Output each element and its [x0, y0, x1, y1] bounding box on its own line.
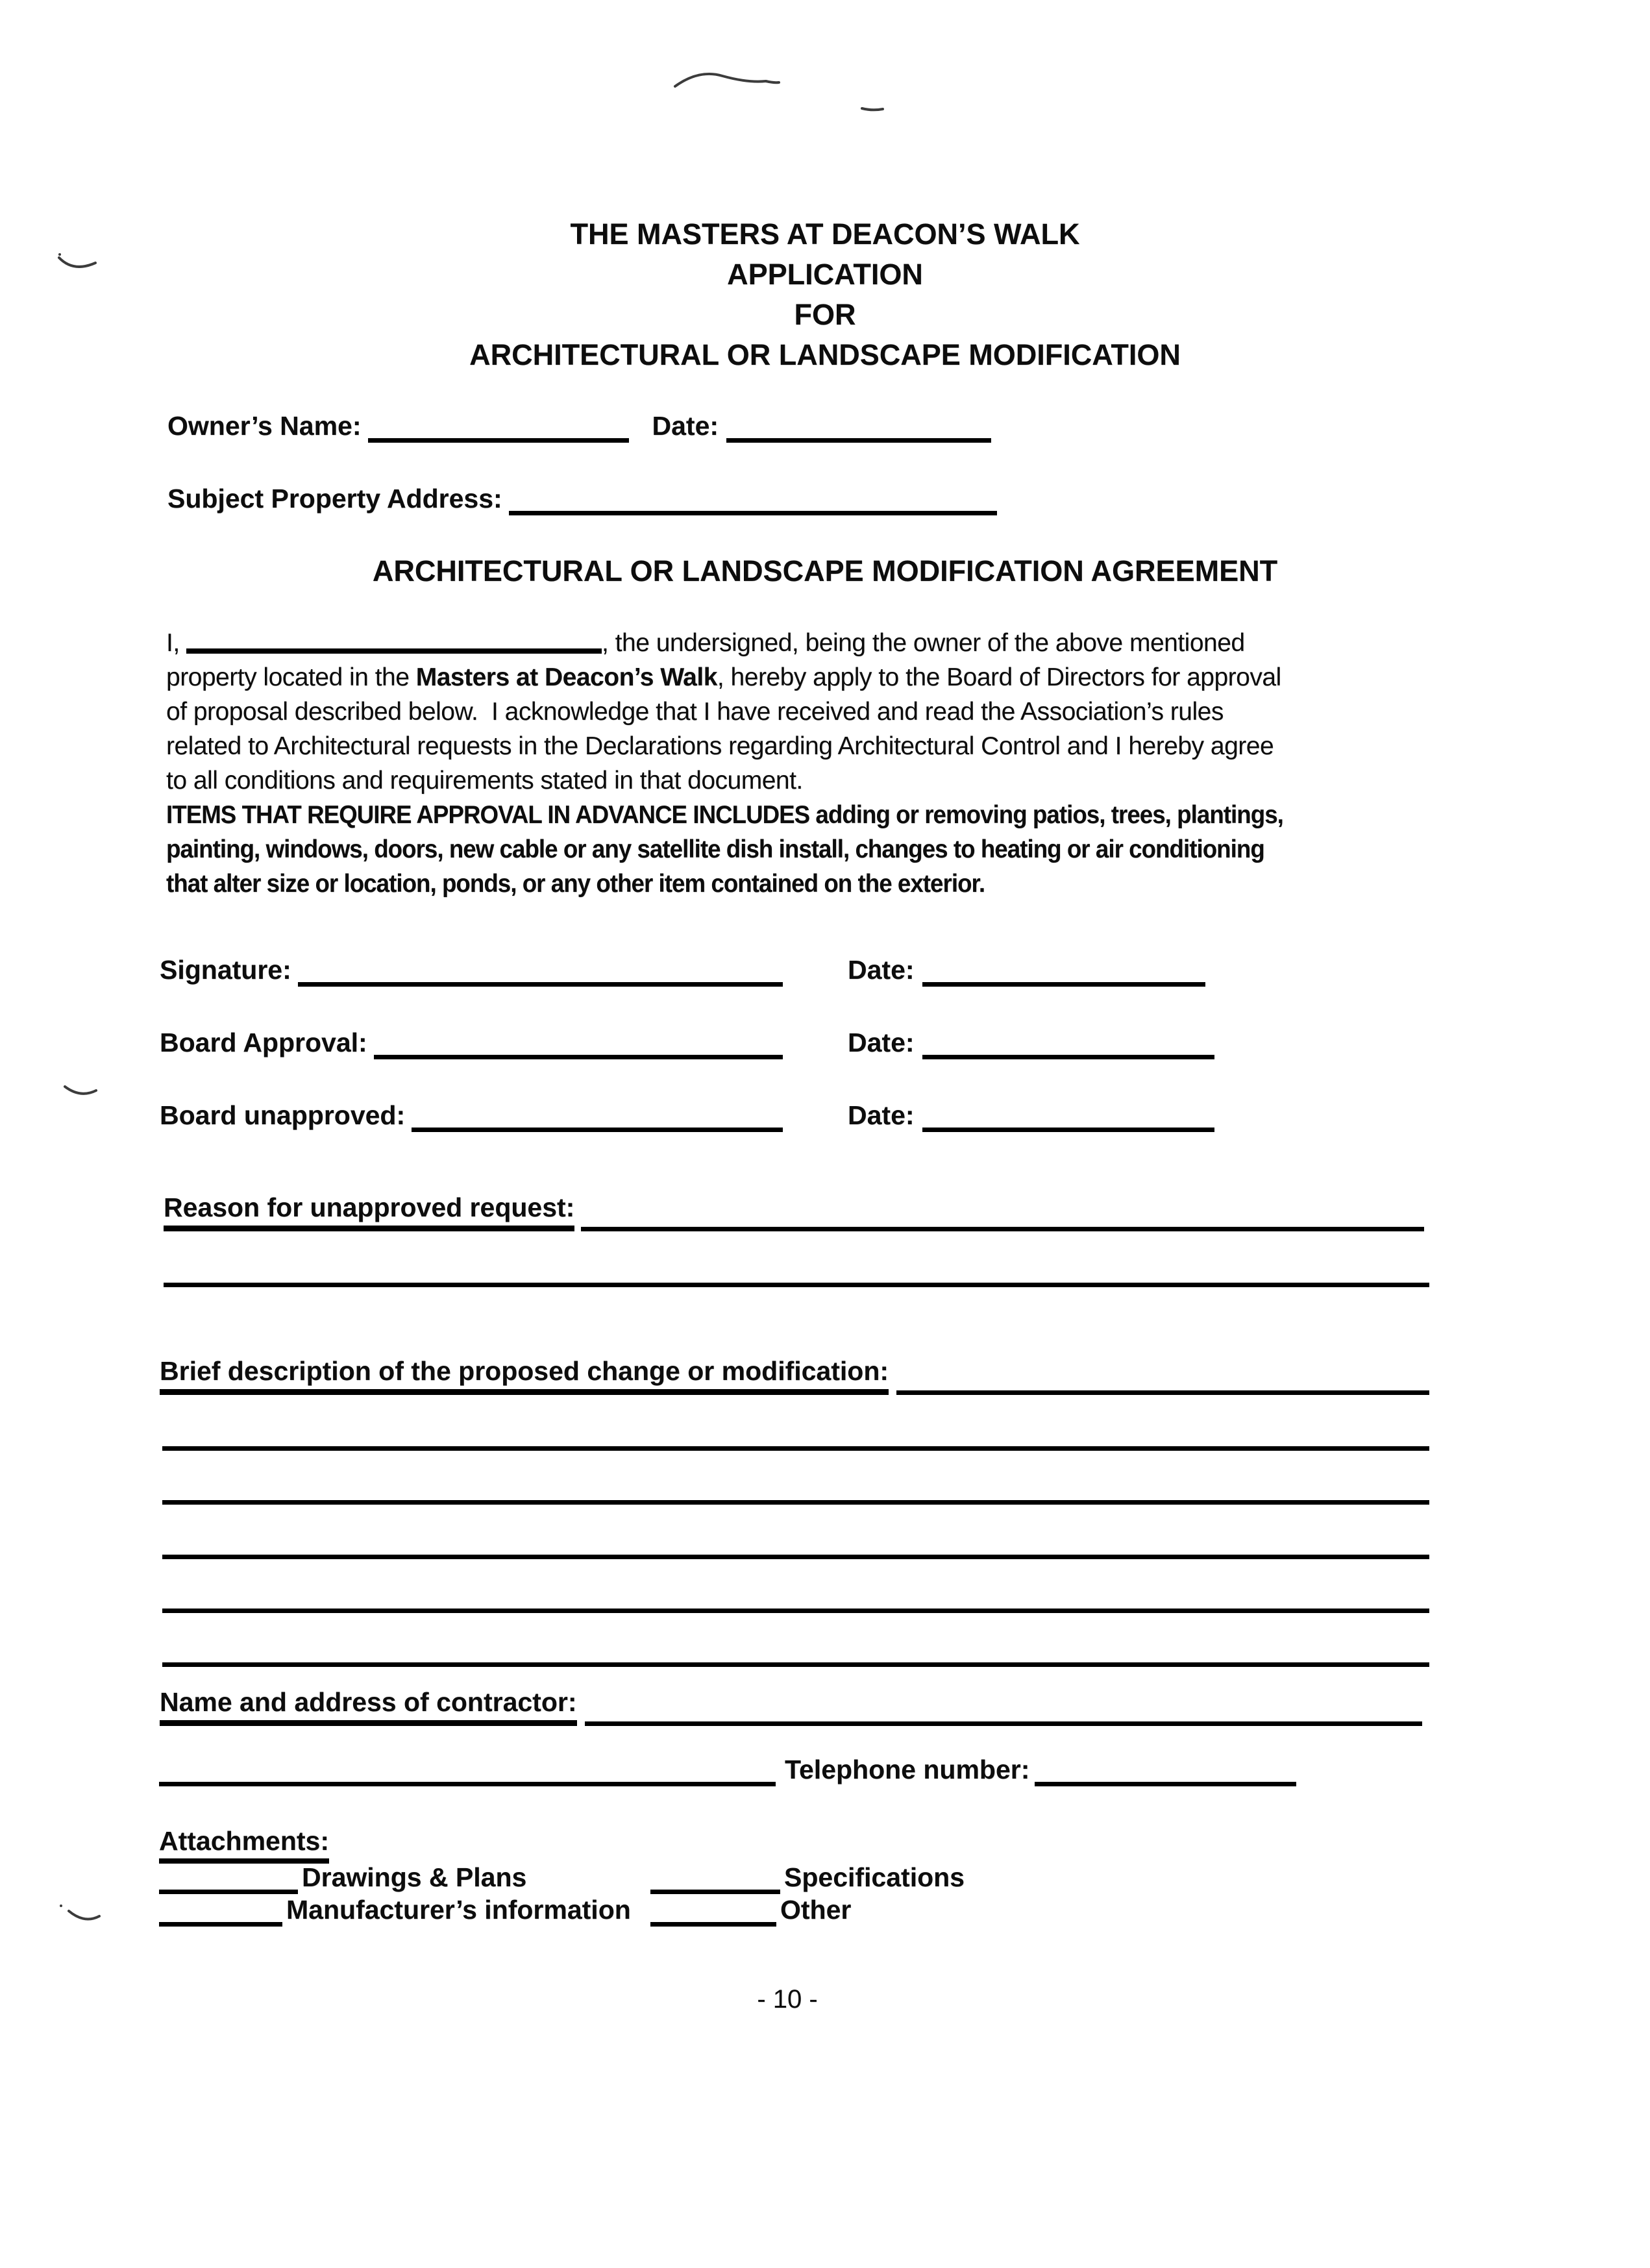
line2-post-text: , hereby apply to the Board of Directors for approval	[717, 663, 1281, 691]
board-unapproved-field[interactable]	[412, 1120, 783, 1132]
line2-pre-text: property located in the	[166, 663, 416, 691]
description-field-line-1[interactable]	[896, 1383, 1429, 1395]
board-unapproved-date-field[interactable]	[922, 1120, 1214, 1132]
paragraph-line-3: of proposal described below. I acknowledge that I have received and read the Association’s rules	[166, 698, 1224, 726]
board-unapproved-row	[160, 1101, 1214, 1131]
reason-field-line-1[interactable]	[581, 1219, 1424, 1231]
owner-name-field[interactable]	[368, 430, 629, 443]
paragraph-line-2	[166, 660, 1442, 695]
title-line-1: THE MASTERS AT DEACON’S WALK	[570, 217, 1080, 251]
board-approval-left-col	[160, 1028, 783, 1058]
board-unapproved-left-col	[160, 1101, 783, 1131]
signature-date-label: Date:	[848, 955, 915, 985]
page-title	[0, 214, 1650, 375]
title-line-2: APPLICATION	[727, 258, 923, 291]
paragraph-line-5: to all conditions and requirements stated in that document.	[166, 767, 803, 795]
signature-label: Signature:	[160, 955, 291, 985]
board-approval-label: Board Approval:	[160, 1028, 367, 1057]
description-field-line-2[interactable]	[162, 1438, 1429, 1451]
owner-date-row	[167, 412, 1000, 441]
property-address-label: Subject Property Address:	[167, 484, 502, 513]
signature-field[interactable]	[298, 974, 783, 987]
attachment-checkline-specifications[interactable]	[650, 1882, 780, 1894]
reason-label: Reason for unapproved request:	[164, 1193, 574, 1231]
attachment-label-specifications: Specifications	[784, 1862, 965, 1892]
property-address-row	[167, 484, 997, 514]
property-address-field[interactable]	[509, 503, 997, 515]
paragraph-bold-line-2: painting, windows, doors, new cable or any satellite dish install, changes to heating or air conditioning	[166, 835, 1264, 863]
telephone-row	[159, 1755, 1296, 1785]
contractor-field-line-1[interactable]	[585, 1714, 1423, 1726]
description-field-line-6[interactable]	[162, 1655, 1429, 1667]
attachments-row-1	[159, 1863, 977, 1893]
attachment-option-other	[650, 1895, 851, 1925]
line1-post-text: , the undersigned, being the owner of the above mentioned	[602, 629, 1245, 657]
contractor-field-line-2[interactable]	[159, 1774, 776, 1786]
attachments-header	[159, 1827, 329, 1856]
signature-row	[160, 955, 1205, 985]
contractor-row	[160, 1688, 1422, 1726]
date-field[interactable]	[726, 430, 991, 443]
line1-pre-text: I,	[166, 629, 187, 657]
contractor-label: Name and address of contractor:	[160, 1688, 577, 1726]
attachments-row-2	[159, 1895, 977, 1925]
paragraph-line-1	[166, 626, 1442, 660]
signature-left-col	[160, 955, 783, 985]
board-unapproved-label: Board unapproved:	[160, 1100, 406, 1130]
reason-row	[164, 1193, 1424, 1231]
line2-bold-text: Masters at Deacon’s Walk	[415, 663, 717, 691]
description-label: Brief description of the proposed change or modification:	[160, 1357, 889, 1395]
description-field-line-5[interactable]	[162, 1601, 1429, 1613]
telephone-label: Telephone number:	[785, 1755, 1030, 1784]
attachment-label-other: Other	[780, 1895, 852, 1925]
title-line-3: FOR	[794, 298, 856, 331]
board-approval-date-field[interactable]	[922, 1047, 1214, 1059]
agreement-heading: ARCHITECTURAL OR LANDSCAPE MODIFICATION AGREEMENT	[372, 554, 1278, 587]
paragraph-line-4: related to Architectural requests in the Declarations regarding Architectural Control and I hereby agree	[166, 732, 1274, 760]
signature-date-field[interactable]	[922, 974, 1205, 987]
attachment-checkline-other[interactable]	[650, 1914, 776, 1927]
reason-field-line-2[interactable]	[164, 1275, 1429, 1287]
board-approval-date-label: Date:	[848, 1028, 915, 1057]
board-approval-row	[160, 1028, 1214, 1058]
owner-name-label: Owner’s Name:	[167, 411, 362, 441]
paragraph-bold-line-1: ITEMS THAT REQUIRE APPROVAL IN ADVANCE INCLUDES adding or removing patios, trees, plantings,	[166, 801, 1283, 829]
attachment-option-drawings	[159, 1863, 650, 1893]
telephone-field[interactable]	[1035, 1774, 1296, 1786]
description-field-line-3[interactable]	[162, 1492, 1429, 1505]
owner-name-blank-field[interactable]	[186, 629, 602, 654]
paragraph-bold-line-3: that alter size or location, ponds, or any other item contained on the exterior.	[166, 870, 985, 898]
attachment-option-specifications	[650, 1863, 965, 1893]
page-number: - 10 -	[757, 1985, 818, 2014]
date-label: Date:	[652, 411, 719, 441]
description-row	[160, 1357, 1429, 1395]
attachment-label-drawings: Drawings & Plans	[302, 1862, 527, 1892]
board-approval-field[interactable]	[374, 1047, 783, 1059]
agreement-paragraph	[166, 626, 1442, 901]
attachment-checkline-drawings[interactable]	[159, 1882, 298, 1894]
attachment-option-manufacturer	[159, 1895, 650, 1925]
description-field-line-4[interactable]	[162, 1547, 1429, 1559]
title-line-4: ARCHITECTURAL OR LANDSCAPE MODIFICATION	[469, 338, 1181, 371]
attachments-label: Attachments:	[159, 1826, 329, 1864]
attachment-label-manufacturer: Manufacturer’s information	[286, 1895, 631, 1925]
board-unapproved-date-label: Date:	[848, 1100, 915, 1130]
attachment-checkline-manufacturer[interactable]	[159, 1914, 282, 1927]
